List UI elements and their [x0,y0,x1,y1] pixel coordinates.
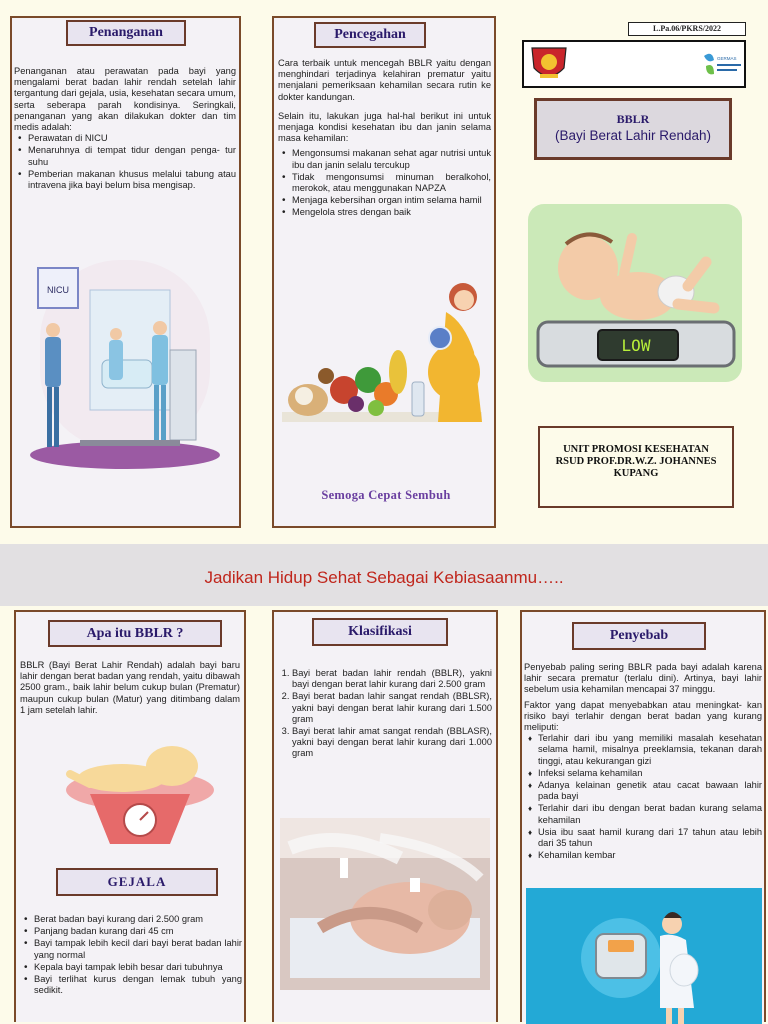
list-item: • Bayi tampak lebih kecil dari bayi berat badan lahir yang normal [34,938,242,960]
cover-title: BBLR [616,112,650,126]
gejala-heading: GEJALA [56,868,218,896]
list-item: • Tidak mengonsumsi minuman beralkohol, merokok, atau menggunakan NAPZA [292,172,491,194]
scale-display: LOW [621,336,651,355]
list-item: • Panjang badan kurang dari 45 cm [34,926,242,937]
healthy-food-pregnant-woman-illustration [278,272,490,428]
gejala-text [20,914,242,997]
unit-line-1: UNIT PROMOSI KESEHATAN [563,444,709,455]
pencegahan-paragraph-2: Selain itu, lakukan juga hal-hal berikut ini untuk menjaga kondisi kesehatan ibu dan janin selama masa kehamilan: [278,110,491,144]
list-item: • Bayi terlihat kurus dengan lemak tubuh yang sedikit. [34,974,242,996]
penanganan-text [14,66,236,192]
gejala-list [20,914,242,996]
penanganan-heading: Penanganan [66,20,186,46]
list-item: ♦ Usia ibu saat hamil kurang dari 17 tahun atau lebih dari 35 tahun [538,827,762,849]
penanganan-paragraph: Penanganan atau perawatan pada bayi yang mengalami berat badan lahir rendah setelah lahir tergantung dari gejala, usia, kesehatan secara umum, serta seberapa parah kondisinya. Seringkali, penanganan yang akan dilakukan dokter dan tim medis adalah: [14,66,236,133]
penyebab-list [524,733,762,861]
tagline: Jadikan Hidup Sehat Sebagai Kebiasaanmu….. [204,568,564,587]
germas-logo-text: GERMAS [717,56,737,61]
nicu-sign: NICU [47,285,69,295]
apa-itu-paragraph: BBLR (Bayi Berat Lahir Rendah) adalah bayi baru lahir dengan berat badan yang rendah, yaitu dibawah 2500 gram., baik lahir belum cukup bulan (Prematur) maupun cukup bulan (Matur) yang ditimbang dalam 1 jam setelah lahir. [20,660,240,715]
klasifikasi-text [278,668,492,761]
penyebab-paragraph-1: Penyebab paling sering BBLR pada bayi adalah karena lahir secara prematur (terlalu dini). Artinya, bayi lahir sebelum usia kehamilan mencapai 37 minggu. [524,662,762,695]
list-item: ♦ Terlahir dari ibu yang memiliki masalah kesehatan selama hamil, misalnya preeklamsia, tekanan darah tinggi, atau kekurangan gizi [538,733,762,767]
list-item: ♦ Adanya kelainan genetik atau cacat bawaan lahir pada bayi [538,780,762,802]
list-item: • Mengelola stres dengan baik [292,207,491,218]
apa-itu-heading: Apa itu BBLR ? [48,620,222,647]
pencegahan-text [278,58,491,220]
list-item: • Mengonsumsi makanan sehat agar nutrisi untuk ibu dan janin selalu tercukup [292,148,491,170]
pregnant-woman-scale-illustration [526,888,762,1024]
logo-bar [522,40,746,88]
list-item: • Berat badan bayi kurang dari 2.500 gram [34,914,242,925]
premature-baby-incubator-photo [280,818,490,990]
penyebab-text [524,662,762,862]
list-item: • Pemberian makanan khusus melalui tabung atau intravena jika bayi belum bisa mengisap. [28,169,236,191]
klasifikasi-list [278,668,492,760]
list-item: • Perawatan di NICU [28,133,236,144]
baby-weighing-illustration [60,744,220,864]
pencegahan-list [278,148,491,218]
unit-box [538,426,734,508]
pencegahan-paragraph-1: Cara terbaik untuk mencegah BBLR yaitu dengan menghindari terjadinya kelahiran prematur yaitu menjalani pemeriksaan kehamilan secara rutin ke dokter kandungan. [278,58,491,102]
cover-subtitle: (Bayi Berat Lahir Rendah) [554,128,712,143]
list-item: • Menaruhnya di tempat tidur dengan penga- tur suhu [28,145,236,167]
germas-logo-icon [700,48,746,82]
apa-itu-text [20,660,240,724]
reference-code: L.Pa.06/PKRS/2022 [628,22,746,36]
baby-on-scale-illustration [528,204,742,382]
penyebab-heading: Penyebab [572,622,706,650]
list-item: • Kepala bayi tampak lebih besar dari tubuhnya [34,962,242,973]
list-item: ♦ Terlahir dari ibu dengan berat badan kurang selama kehamilan [538,803,762,825]
list-item: 1. Bayi berat badan lahir rendah (BBLR), yakni bayi dengan berat lahir kurang dari 2.500 gram [292,668,492,690]
pencegahan-heading: Pencegahan [314,22,426,48]
list-item: ♦ Kehamilan kembar [538,850,762,861]
unit-line-3: KUPANG [613,468,659,479]
list-item: • Menjaga kebersihan organ intim selama hamil [292,195,491,206]
cover-title-box [534,98,732,160]
nicu-illustration [20,250,230,475]
penyebab-paragraph-2: Faktor yang dapat menyebabkan atau meningkat- kan risiko bayi terlahir dengan berat badan yang kurang meliputi: [524,699,762,733]
hospital-logo-icon [528,44,570,84]
closing-message: Semoga Cepat Sembuh [321,488,451,502]
klasifikasi-heading: Klasifikasi [312,618,448,646]
list-item: 2. Bayi berat badan lahir sangat rendah (BBLSR), yakni bayi dengan berat lahir kurang dari 1.500 gram [292,691,492,725]
unit-line-2: RSUD PROF.DR.W.Z. JOHANNES [555,456,717,467]
list-item: ♦ Infeksi selama kehamilan [538,768,762,779]
penanganan-list [14,133,236,191]
list-item: 3. Bayi berat lahir amat sangat rendah (BBLASR), yakni bayi dengan berat lahir kurang dari 1.000 gram [292,726,492,760]
